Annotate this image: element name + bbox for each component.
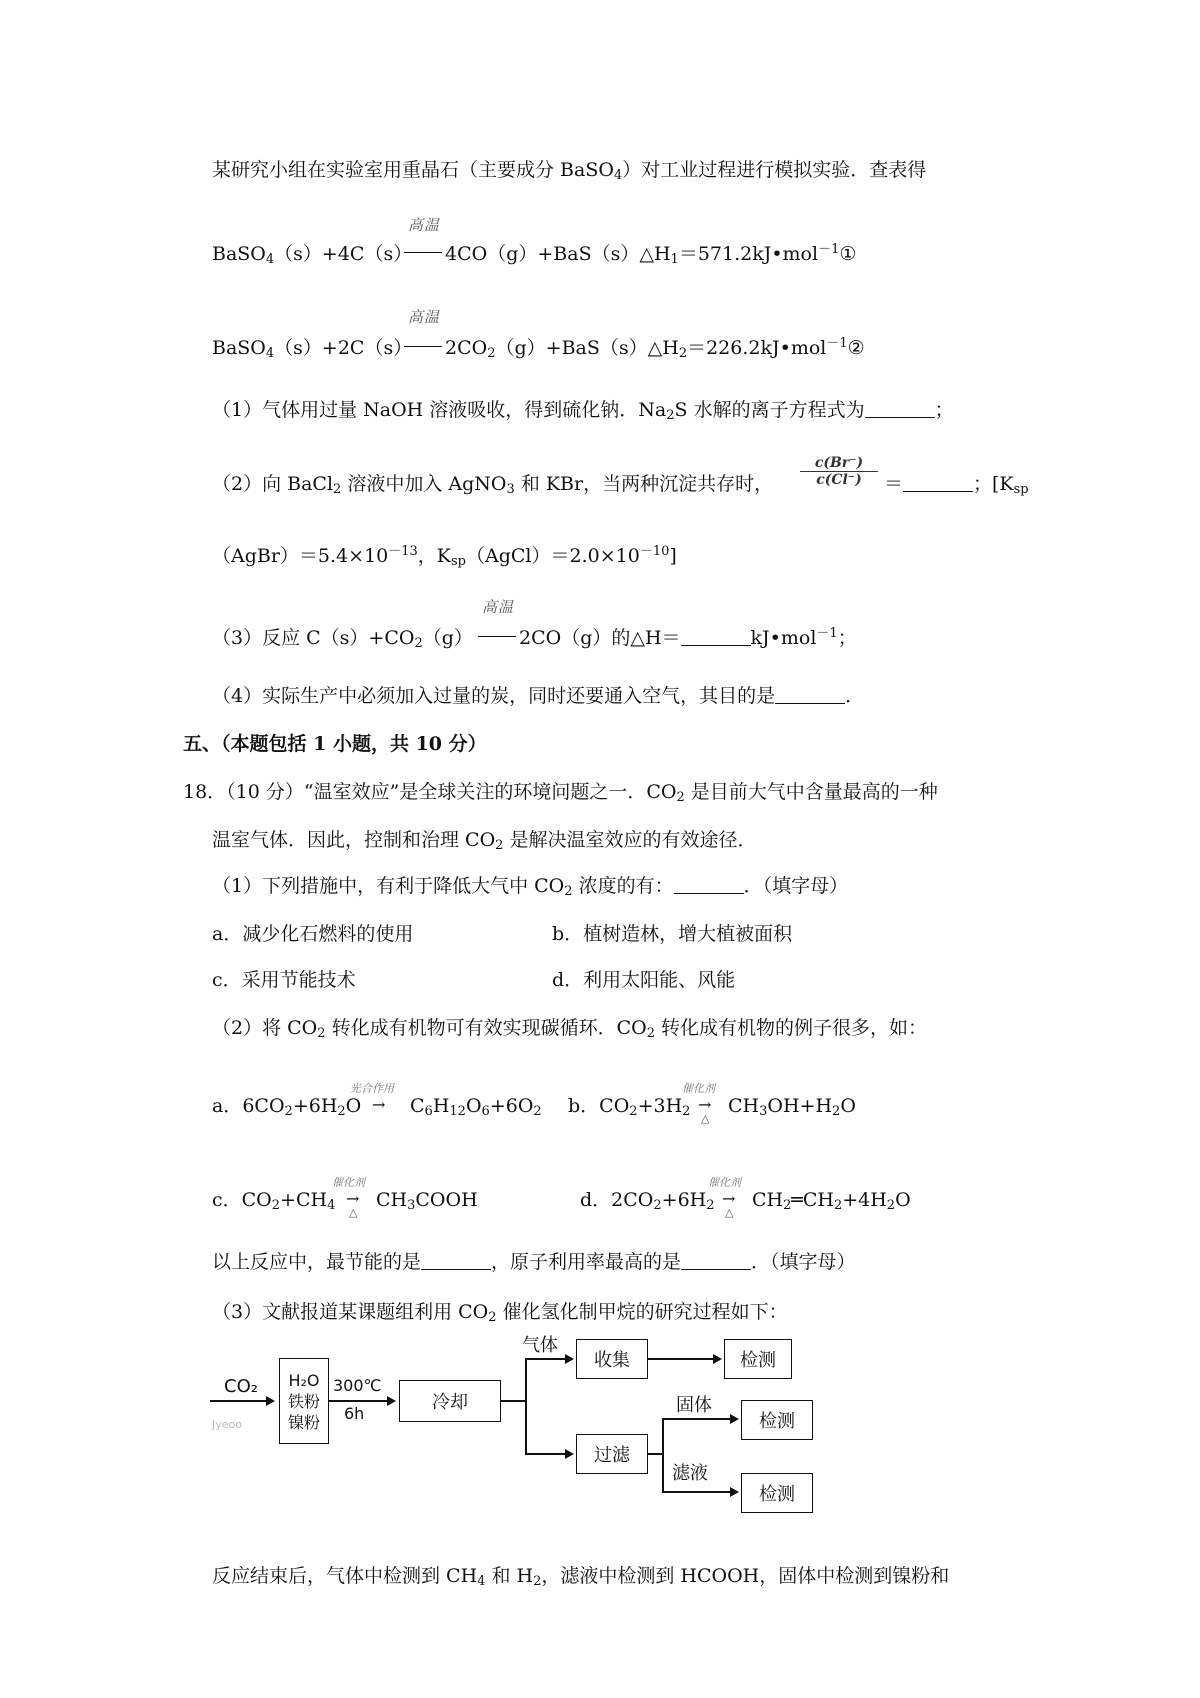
reaction-d-right: $CH_2═CH_2+4H_2O$	[752, 1189, 911, 1213]
reaction-d-condition: 催化剂	[708, 1176, 741, 1189]
question-18-part2-question: 以上反应中，最节能的是 ，原子利用率最高的是 ．（填字母）	[212, 1251, 856, 1273]
question-18-part1: （1）下列措施中，有利于降低大气中 $CO_2$ 浓度的有： ．（填字母）	[212, 875, 849, 899]
question-3-right: 2CO（g）的△H＝ kJ•mol$^{-1}$；	[519, 626, 857, 649]
question-18-part2: （2）将 $CO_2$ 转化成有机物可有效实现碳循环．$CO_2$ 转化成有机物的例子很多，如：	[212, 1017, 928, 1041]
collect-box: 收集	[576, 1339, 648, 1379]
arrow-head-icon	[713, 1354, 722, 1364]
flow-arrow-line	[210, 1400, 266, 1402]
reaction-a-right: $C_6H_{12}O_6+6O_2$	[410, 1095, 542, 1119]
arrow-head-icon	[730, 1414, 739, 1424]
eq2-right: $2CO_2(g)+BaS(s)\triangle H_2=226.2kJ•mol^{-1}②$	[445, 336, 865, 361]
answer-blank[interactable]	[775, 685, 845, 704]
flow-arrow-line	[329, 1400, 387, 1402]
question-3-left: （3）反应 $C(s)+CO_2(g)$	[212, 627, 473, 651]
flow-arrow-line	[662, 1418, 730, 1420]
reaction-c-condition: 催化剂	[332, 1176, 365, 1189]
reaction-c-arrow-icon: →	[346, 1189, 360, 1208]
option-c: c．采用节能技术	[212, 969, 356, 991]
answer-blank[interactable]	[903, 473, 973, 492]
reaction-b-arrow-icon: →	[698, 1095, 712, 1114]
reactor-iron-powder: 铁粉	[287, 1391, 320, 1411]
question-18-last-line: 反应结束后，气体中检测到 $CH_4$ 和 $H_2$，滤液中检测到 HCOOH，固体中检测到镍粉和	[212, 1565, 950, 1589]
flow-gas-label: 气体	[522, 1335, 558, 1356]
arrow-head-icon	[266, 1396, 275, 1406]
filter-box: 过滤	[576, 1434, 648, 1474]
flow-time: 6h	[344, 1404, 365, 1423]
cooling-box: 冷却	[399, 1380, 501, 1422]
watermark: Jyeoo	[212, 1418, 242, 1431]
reactor-water: H₂O	[288, 1370, 320, 1390]
question-1: （1）气体用过量 NaOH 溶液吸收，得到硫化钠．$Na_2S$ 水解的离子方程式为 ；	[212, 399, 954, 423]
flow-arrow-line	[500, 1400, 526, 1402]
flow-arrow-line	[647, 1453, 663, 1455]
answer-blank[interactable]	[681, 627, 751, 646]
question-18-line1: 18．（10 分）“温室效应”是全球关注的环境问题之一．$CO_2$ 是目前大气中含量最高的一种	[183, 781, 938, 805]
question-2-line2: $(AgBr)=5.4\times 10^{-13}$，$K_{sp}(AgCl)=2.0\times 10^{-10}$]	[212, 544, 677, 569]
arrow-head-icon	[565, 1449, 574, 1459]
reaction-d-arrow-icon: →	[722, 1189, 736, 1208]
arrow-head-icon	[730, 1487, 739, 1497]
option-a: a．减少化石燃料的使用	[212, 923, 414, 945]
flow-branch-line	[662, 1418, 664, 1492]
reaction-c-right: $CH_3COOH$	[376, 1189, 478, 1213]
option-b: b．植树造林，增大植被面积	[552, 923, 793, 945]
flow-arrow-line	[525, 1453, 565, 1455]
reaction-a-condition: 光合作用	[350, 1082, 394, 1095]
eq2-left: BaSO$_4$（s）+2C（s）	[212, 337, 413, 361]
answer-blank[interactable]	[865, 399, 935, 418]
reactor-nickel-powder: 镍粉	[287, 1412, 320, 1432]
reaction-b-right: $CH_3OH+H_2O$	[728, 1095, 856, 1119]
flow-solid-label: 固体	[676, 1395, 712, 1416]
intro-text: 某研究小组在实验室用重晶石（主要成分 BaSO$_4$）对工业过程进行模拟实验．查表得	[212, 159, 927, 183]
reactor-box	[279, 1358, 329, 1444]
reaction-d-left: d．$2CO_2+6H_2$	[580, 1189, 715, 1213]
flow-filtrate-label: 滤液	[672, 1463, 708, 1484]
eq1-left: BaSO$_4$（s）+4C（s）	[212, 243, 413, 267]
reaction-b-left: b．$CO_2+3H_2$	[568, 1095, 691, 1119]
reaction-a-arrow-icon: →	[372, 1095, 386, 1114]
fraction-denominator: c(Cl⁻)	[816, 472, 862, 488]
eq2-condition: 高温	[408, 308, 441, 326]
reaction-b-heat-icon: △	[701, 1112, 710, 1125]
flow-arrow-line	[662, 1491, 730, 1493]
arrow-head-icon	[387, 1396, 396, 1406]
flow-temperature: 300℃	[333, 1376, 382, 1395]
reaction-c-heat-icon: △	[349, 1206, 358, 1219]
question-2-line1-tail: ＝ ；[$K_{sp}$	[884, 473, 1029, 497]
eq1-condition: 高温	[408, 216, 441, 234]
question-2-line1: （2）向 BaCl$_2$ 溶液中加入 AgNO$_3$ 和 KBr，当两种沉淀共存时，	[212, 473, 774, 497]
answer-blank[interactable]	[674, 875, 744, 894]
flow-branch-line	[525, 1358, 527, 1454]
answer-blank[interactable]	[421, 1251, 491, 1270]
q3-condition: 高温	[482, 598, 515, 616]
answer-blank[interactable]	[681, 1251, 751, 1270]
flow-arrow-line	[647, 1358, 713, 1360]
reaction-b-condition: 催化剂	[682, 1082, 715, 1095]
reaction-a-left: a．$6CO_2+6H_2O$	[212, 1095, 362, 1119]
detect-box-gas: 检测	[724, 1339, 792, 1379]
detect-box-solid: 检测	[741, 1400, 813, 1440]
reaction-c-left: c．$CO_2+CH_4$	[212, 1189, 336, 1213]
q3-equal-line	[478, 636, 516, 637]
arrow-head-icon	[565, 1354, 574, 1364]
question-18-line2: 温室气体．因此，控制和治理 $CO_2$ 是解决温室效应的有效途径．	[212, 829, 757, 853]
reaction-d-heat-icon: △	[725, 1206, 734, 1219]
flow-input-label: CO₂	[224, 1376, 258, 1397]
eq1-right: $4CO(g)+BaS(s)\triangle H_1=571.2kJ•mol^{-1}①$	[445, 242, 857, 267]
section-heading: 五、（本题包括 1 小题，共 10 分）	[183, 733, 487, 755]
fraction-numerator: c(Br⁻)	[800, 455, 878, 472]
question-4: （4）实际生产中必须加入过量的炭，同时还要通入空气，其目的是 ．	[212, 685, 865, 707]
flow-arrow-line	[525, 1358, 565, 1360]
question-18-part3: （3）文献报道某课题组利用 $CO_2$ 催化氢化制甲烷的研究过程如下：	[212, 1301, 788, 1325]
concentration-ratio-fraction	[800, 455, 878, 488]
detect-box-filtrate: 检测	[741, 1473, 813, 1513]
option-d: d．利用太阳能、风能	[552, 969, 736, 991]
